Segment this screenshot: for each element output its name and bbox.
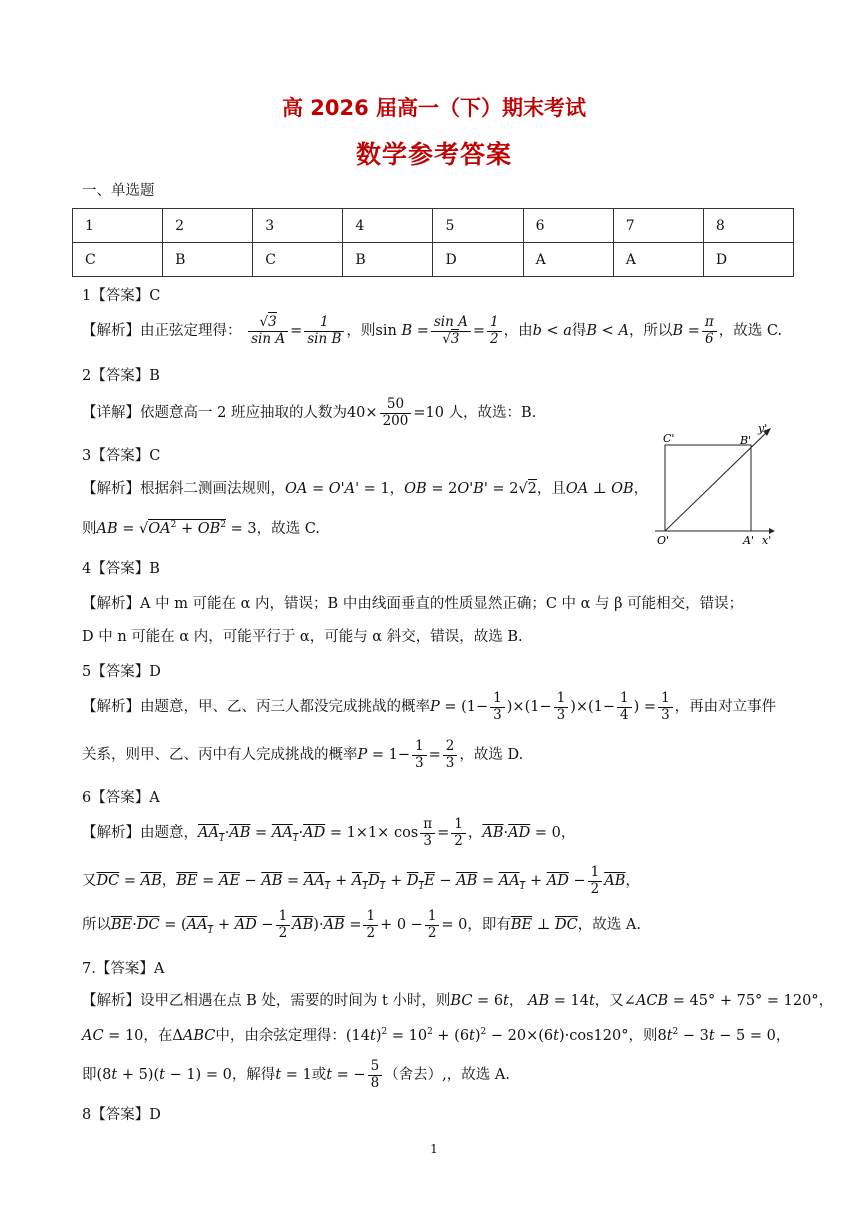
q5-explanation-1: 【解析】由题意，甲、乙、丙三人都没完成挑战的概率P = (1− $\frac{1}{3}$ )×(1− $\frac{1}{3}$ )×(1− $\frac{1}{4}$ ) = $\frac{1}{3}$ ，再由对立事件 <box>82 690 777 723</box>
explanation-tag: 【解析】 <box>82 481 140 497</box>
text: 由正弦定理得： <box>140 323 242 339</box>
q3-explanation-2: 则AB = $√OA^2 + OB^2 = 3$，故选 C. <box>82 520 320 537</box>
text: 关系，则甲、乙、丙中有人完成挑战的概率 <box>82 747 358 763</box>
text: ，故选 D. <box>459 747 524 763</box>
formula: $\frac{1}{2}$ <box>363 910 378 940</box>
formula: $\frac{√3}{\text{sin A}}$ <box>248 316 288 346</box>
text: （舍去）,，故选 A. <box>384 1067 510 1083</box>
q1-explanation: 【解析】由正弦定理得： $\frac{√3}{\text{sin A}}$ = $\frac{1}{\text{sin B}}$ ，则sin B = $\frac{\text{sin A}}{√3}$ = $\frac{1}{2}$ ，由b < a得B < A，所以B = $\frac{\pi}{6}$ ，故选 C. <box>82 314 783 347</box>
formula: $\frac{1}{2}$ <box>588 866 603 896</box>
label-x: x' <box>762 534 772 547</box>
q6-answer: 6【答案】A <box>82 790 160 806</box>
formula: $\frac{1}{2}$ <box>276 910 291 940</box>
formula: $\frac{\pi}{3}$ <box>420 818 435 848</box>
q2-explanation: 【详解】依题意高一 2 班应抽取的人数为40× $\frac{50}{200}$ =10 人，故选：B. <box>82 396 537 429</box>
q4-explanation-1: 【解析】A 中 m 可能在 α 内，错误；B 中由线面垂直的性质显然正确；C 中 α 与 β 可能相交，错误； <box>82 596 744 612</box>
q4-answer: 4【答案】B <box>82 561 160 577</box>
explanation-tag: 【解析】 <box>82 993 140 1009</box>
text: ，所以 <box>628 323 673 339</box>
formula: $\frac{1}{3}$ <box>554 692 569 722</box>
table-cell: 2 <box>163 209 253 243</box>
text: ，再由对立事件 <box>674 699 777 715</box>
formula: $\frac{50}{200}$ <box>380 398 412 428</box>
text: ，故选 C. <box>718 323 783 339</box>
text: 依题意高一 2 班应抽取的人数为 <box>140 405 347 421</box>
q5-answer: 5【答案】D <box>82 664 161 680</box>
label-o: O' <box>657 534 670 547</box>
formula: $\frac{\pi}{6}$ <box>702 316 717 346</box>
formula: $\frac{1}{3}$ <box>490 692 505 722</box>
table-cell: 4 <box>343 209 433 243</box>
q5-explanation-2: 关系，则甲、乙、丙中有人完成挑战的概率P = 1− $\frac{1}{3}$ = $\frac{2}{3}$ ，故选 D. <box>82 738 524 771</box>
formula: $\frac{1}{\text{sin B}}$ <box>304 316 344 346</box>
table-cell: C <box>73 243 163 277</box>
label-a: A' <box>743 534 754 547</box>
text: 由题意，甲、乙、丙三人都没完成挑战的概率 <box>140 699 430 715</box>
text: ，故选 C. <box>256 520 320 537</box>
text: ，在 <box>143 1027 173 1044</box>
q2-answer: 2【答案】B <box>82 368 160 384</box>
y-axis <box>665 432 767 531</box>
label-b: B' <box>740 434 752 447</box>
q7-explanation-2: AC = 10，在ΔABC中，由余弦定理得：$(14t)^2 = 10^2 + (6t)^2 - 20\times(6t)\cdot\cos 120^\circ$，则$8t^2 - 3t - 5 = 0$， <box>82 1027 791 1044</box>
text: ，故选 A. <box>577 917 641 933</box>
explanation-tag: 【详解】 <box>82 405 140 421</box>
q7-explanation-1: 【解析】设甲乙相遇在点 B 处，需要的时间为 t 小时，则BC = 6t， AB = 14t，又∠ACB = 45° + 75° = 120°， <box>82 993 834 1009</box>
q8-answer: 8【答案】D <box>82 1107 161 1123</box>
table-cell: 1 <box>73 209 163 243</box>
table-cell: 5 <box>433 209 523 243</box>
table-cell: B <box>163 243 253 277</box>
table-cell: B <box>343 243 433 277</box>
table-cell: 8 <box>703 209 793 243</box>
text: 或 <box>311 1067 327 1083</box>
formula: $\frac{2}{3}$ <box>443 740 458 770</box>
formula: $\frac{1}{2}$ <box>451 818 466 848</box>
text: ，且 <box>536 481 566 497</box>
q3-answer: 3【答案】C <box>82 448 161 464</box>
text: ， <box>633 481 649 497</box>
explanation-tag: 【解析】 <box>82 323 140 339</box>
text: ，则 <box>628 1027 658 1044</box>
text: 即 <box>82 1067 97 1083</box>
table-cell: D <box>703 243 793 277</box>
answer-table <box>72 208 794 277</box>
text: 中，由余弦定理得： <box>215 1027 346 1044</box>
q6-explanation-3: 所以$\overline{BE}\cdot\overline{DC} = (AA_1 + \overline{AD}$ − $\frac{1}{2}$ $\overline{AB})\cdot\overline{AB}$ = $\frac{1}{2}$ + 0 − $\frac{1}{2}$ = 0，即有$\overline{BE}$ ⊥ $\overline{DC}$，故选 A. <box>82 908 641 941</box>
formula: $\frac{1}{4}$ <box>617 692 632 722</box>
text: ，即有 <box>467 917 511 933</box>
text: 得 <box>571 323 587 339</box>
page-title: 高 2026 届高一（下）期末考试 <box>281 96 587 120</box>
label-y: y' <box>758 422 768 435</box>
q6-explanation-1: 【解析】由题意，$AA_1\cdot\overline{AB} = AA_1\cdot\overline{AD} = 1\times 1\times \cos$ $\frac{\pi}{3}$ = $\frac{1}{2}$ ，$\overline{AB}\cdot\overline{AD} = 0$， <box>82 816 576 849</box>
q6-explanation-2: 又$\overline{DC} = \overline{AB}$，$\overline{BE} = \overline{AE} - \overline{AB} = AA_1 + A_1D_1 + D_1E - \overline{AB} = AA_1 + \overline{AD}$ − $\frac{1}{2}$ $\overline{AB}$， <box>82 864 640 897</box>
text: 又 <box>82 873 97 889</box>
text: 人，故选：B. <box>448 405 537 421</box>
section-heading: 一、单选题 <box>82 183 155 199</box>
text: ， <box>389 481 405 497</box>
explanation-tag: 【解析】 <box>82 699 140 715</box>
formula: $\frac{1}{3}$ <box>412 740 427 770</box>
table-row-answers <box>73 243 794 277</box>
table-cell: A <box>613 243 703 277</box>
formula: $\frac{\text{sin A}}{√3}$ <box>431 316 471 346</box>
text: 设甲乙相遇在点 B 处，需要的时间为 t 小时，则 <box>140 993 451 1009</box>
q4-explanation-2: D 中 n 可能在 α 内，可能平行于 α，可能与 α 斜交，错误，故选 B. <box>82 629 523 645</box>
q1-answer: 1【答案】C <box>82 288 161 304</box>
text: ，解得 <box>231 1067 276 1083</box>
page-number: 1 <box>430 1142 438 1156</box>
text: ，由 <box>503 323 533 339</box>
q3-explanation-1: 【解析】根据斜二测画法规则，OA = O'A' = 1，OB = 2O'B' = 2√2，且OA ⊥ OB， <box>82 481 649 497</box>
text: 根据斜二测画法规则， <box>140 481 285 497</box>
formula: $\frac{1}{2}$ <box>425 910 440 940</box>
formula: $\frac{5}{8}$ <box>368 1060 383 1090</box>
explanation-tag: 【解析】 <box>82 825 140 841</box>
oblique-drawing-figure <box>645 420 785 548</box>
table-cell: 7 <box>613 209 703 243</box>
table-cell: 3 <box>253 209 343 243</box>
page-subtitle: 数学参考答案 <box>355 140 512 169</box>
q7-explanation-3: 即(8t + 5)(t − 1) = 0，解得t = 1或t = − $\frac{5}{8}$ （舍去）,，故选 A. <box>82 1058 510 1091</box>
table-cell: D <box>433 243 523 277</box>
formula: $\frac{1}{2}$ <box>487 316 502 346</box>
table-cell: A <box>523 243 613 277</box>
text: ，又 <box>594 993 624 1009</box>
table-cell: 6 <box>523 209 613 243</box>
text: 所以 <box>82 917 111 933</box>
q7-answer: 7.【答案】A <box>82 961 165 977</box>
label-c: C' <box>663 432 675 445</box>
formula: $\frac{1}{3}$ <box>658 692 673 722</box>
text: ，则 <box>346 323 376 339</box>
text: 由题意， <box>140 825 198 841</box>
table-cell: C <box>253 243 343 277</box>
text: 则 <box>82 520 97 537</box>
table-row-numbers <box>73 209 794 243</box>
